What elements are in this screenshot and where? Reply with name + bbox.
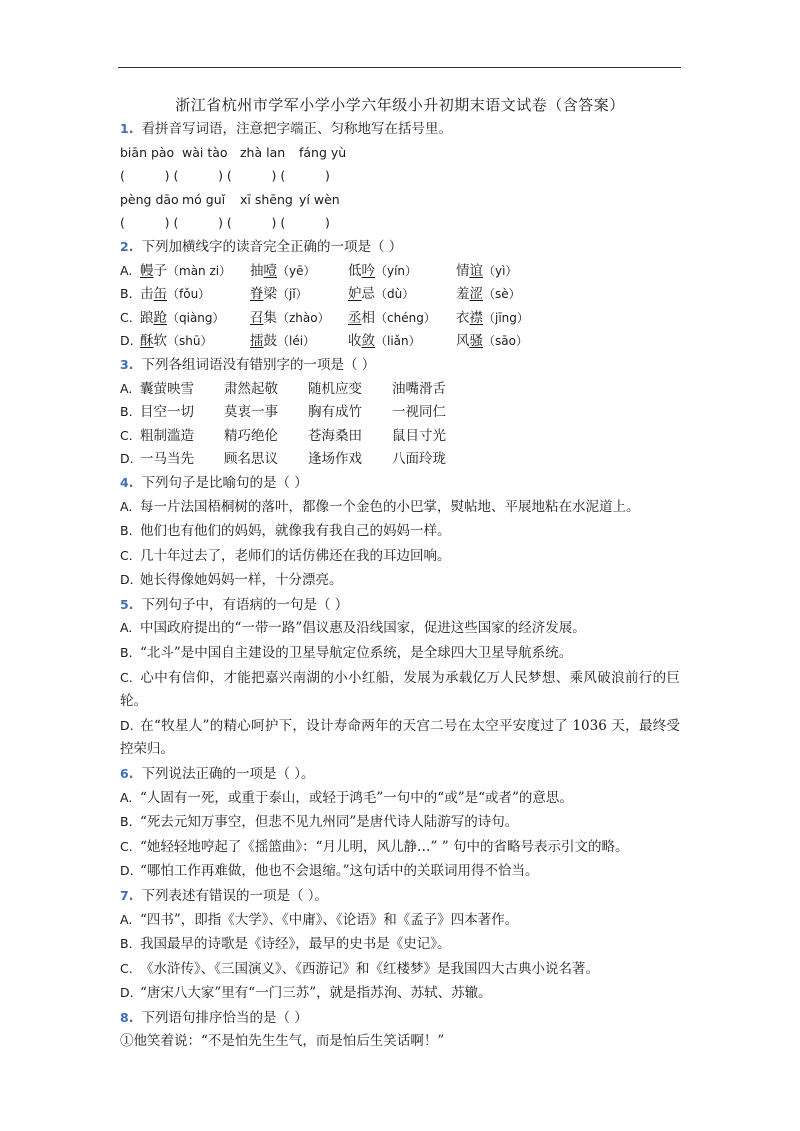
q2-options: [120, 259, 680, 353]
underlined-char: 脊: [250, 286, 264, 303]
underlined-char: 幔: [140, 262, 154, 279]
q8-sentence-1: ①他笑着说：“不是怕先生生气，而是怕后生笑话啊！”: [120, 1032, 445, 1049]
word-item: [250, 283, 348, 307]
pinyin-reading: （léi）: [277, 334, 316, 349]
word-char: 集: [263, 309, 277, 326]
question-2: [120, 235, 680, 259]
pinyin-reading: （yín）: [375, 263, 418, 278]
underlined-char: 噎: [263, 262, 277, 279]
option-text: 我国最早的诗歌是《诗经》，最早的史书是《史记》。: [140, 936, 451, 953]
question-text: 下列句子中，有语病的一句是（ ）: [141, 596, 349, 613]
word-char: 情: [456, 262, 470, 279]
option-c[interactable]: [120, 306, 680, 330]
option-text: “四书”，即指《大学》、《中庸》、《论语》和《孟子》四本著作。: [140, 911, 519, 928]
word-item: [140, 307, 250, 331]
option-c[interactable]: [120, 544, 680, 569]
option-label: D.: [120, 985, 134, 1001]
idiom-word: 苍海桑田: [308, 427, 362, 444]
option-text: 中国政府提出的“一带一路”倡议惠及沿线国家，促进这些国家的经济发展。: [140, 620, 586, 637]
pinyin-row-1: [120, 141, 680, 165]
word-item: [348, 283, 456, 307]
question-8: [120, 1006, 680, 1030]
option-d[interactable]: [120, 329, 680, 353]
option-label: B.: [120, 286, 133, 302]
option-b[interactable]: [120, 519, 680, 544]
word-char: 羞: [456, 286, 470, 303]
pinyin-reading: （màn zi）: [167, 263, 232, 278]
option-label: C.: [120, 669, 133, 685]
option-label: B.: [120, 645, 133, 661]
underlined-char: 丞: [348, 309, 362, 326]
word-item: [140, 283, 250, 307]
idiom-word: 鼠目寸光: [392, 427, 446, 444]
underlined-char: 骚: [469, 333, 483, 350]
underlined-char: 跄: [153, 309, 167, 326]
question-number: 5.: [120, 596, 134, 612]
option-b[interactable]: [120, 810, 680, 835]
question-4: [120, 471, 680, 495]
question-number: 6.: [120, 766, 134, 782]
pinyin-row-2: [120, 188, 680, 212]
option-label: A.: [120, 262, 133, 278]
idiom-word: 逢场作戏: [308, 451, 362, 468]
question-number: 3.: [120, 356, 134, 372]
question-3: [120, 353, 680, 377]
idiom-word: 囊萤映雪: [140, 380, 194, 397]
word-item: [140, 260, 250, 284]
option-label: C.: [120, 309, 133, 325]
option-text: 心中有信仰，才能把嘉兴南湖的小小红船，发展为承载亿万人民梦想、乘风破浪前行的巨轮。: [120, 669, 680, 710]
option-text: 每一片法国梧桐树的落叶，都像一个金色的小巴掌，熨帖地、平展地粘在水泥道上。: [140, 498, 640, 515]
idiom-word: 一视同仁: [392, 404, 446, 421]
question-number: 2.: [120, 238, 134, 254]
word-item: [250, 330, 348, 354]
pinyin-item: pèng dāo: [120, 191, 179, 207]
pinyin-reading: （chéng）: [375, 310, 436, 325]
word-char: 收: [348, 333, 362, 350]
pinyin-item: fáng yù: [299, 144, 347, 160]
option-d[interactable]: [120, 568, 680, 593]
word-item: [456, 307, 529, 331]
option-label: D.: [120, 451, 134, 467]
option-label: D.: [120, 333, 134, 349]
option-b[interactable]: [120, 641, 680, 666]
pinyin-reading: （sè）: [483, 287, 521, 302]
option-d[interactable]: [120, 714, 680, 762]
question-number: 7.: [120, 888, 134, 903]
option-label: D.: [120, 572, 134, 588]
pinyin-item: biān pào: [120, 144, 175, 160]
word-char: 踉: [140, 309, 154, 326]
option-label: C.: [120, 960, 133, 976]
pinyin-item: wài tào: [182, 144, 228, 160]
word-char: 鼓: [263, 333, 277, 350]
option-label: A.: [120, 380, 133, 396]
idiom-word: 莫衷一事: [224, 404, 278, 421]
option-text: 在“牧星人”的精心呵护下，设计寿命两年的天宫二号在太空平安度过了 1036 天，最终受控荣归。: [120, 717, 680, 758]
question-5: [120, 593, 680, 617]
underlined-char: 擂: [250, 333, 264, 350]
word-char: 击: [140, 286, 154, 303]
option-label: D.: [120, 717, 134, 733]
pinyin-reading: （jīng）: [483, 310, 529, 325]
q3-options: [120, 377, 680, 471]
option-c[interactable]: [120, 835, 680, 860]
option-text: 他们也有他们的妈妈，就像我有我自己的妈妈一样。: [140, 523, 451, 540]
option-a[interactable]: [120, 908, 680, 933]
underlined-char: 谊: [469, 262, 483, 279]
option-text: 几十年过去了，老师们的话仿佛还在我的耳边回响。: [140, 547, 451, 564]
word-char: 相: [361, 309, 375, 326]
question-number: 1.: [120, 121, 134, 136]
idiom-word: 肃然起敬: [224, 380, 278, 397]
option-b[interactable]: [120, 400, 680, 424]
underlined-char: 召: [250, 309, 264, 326]
option-d[interactable]: [120, 447, 680, 471]
option-label: A.: [120, 620, 133, 636]
option-d[interactable]: [120, 981, 680, 1006]
underlined-char: 敛: [361, 333, 375, 350]
option-d[interactable]: [120, 859, 680, 884]
option-b[interactable]: [120, 932, 680, 957]
word-item: [140, 330, 250, 354]
exam-content: [120, 117, 680, 1053]
word-item: [456, 260, 517, 284]
option-text: “哪怕工作再难做，他也不会退缩。”这句话中的关联词用得不恰当。: [140, 863, 539, 880]
q4-options: [120, 495, 680, 593]
word-char: 低: [348, 262, 362, 279]
option-a[interactable]: [120, 786, 680, 811]
pinyin-item: zhà lan: [240, 144, 286, 160]
pinyin-reading: （qiàng）: [167, 310, 225, 325]
idiom-word: 精巧绝伦: [224, 427, 278, 444]
pinyin-reading: （sāo）: [483, 334, 528, 349]
word-char: 梁: [263, 286, 277, 303]
option-text: “她轻轻地哼起了《摇篮曲》：“月儿明，风儿静…” ” 句中的省略号表示引文的略。: [140, 838, 629, 855]
question-text: 下列表述有错误的一项是（ ）。: [141, 888, 328, 904]
underlined-char: 吟: [361, 262, 375, 279]
option-text: “唐宋八大家”里有“一门三苏”，就是指苏洵、苏轼、苏辙。: [140, 985, 492, 1002]
question-7: [120, 884, 680, 908]
option-label: D.: [120, 863, 134, 879]
question-text: 下列句子是比喻句的是（ ）: [141, 474, 308, 491]
word-item: [456, 283, 521, 307]
answer-blanks-1[interactable]: ( ) ( ) ( ) ( ): [120, 168, 330, 184]
underlined-char: 缶: [153, 286, 167, 303]
option-label: A.: [120, 498, 133, 514]
option-text: 她长得像她妈妈一样，十分漂亮。: [140, 572, 343, 589]
option-text: 《水浒传》、《三国演义》、《西游记》和《红楼梦》是我国四大古典小说名著。: [140, 960, 599, 977]
question-number: 8.: [120, 1009, 134, 1025]
question-text: 下列说法正确的一项是（ ）。: [141, 766, 315, 783]
pinyin-item: xī shēng: [240, 191, 293, 207]
pinyin-reading: （zhào）: [277, 310, 330, 325]
idiom-word: 顾名思议: [224, 451, 278, 468]
pinyin-reading: （shū）: [167, 334, 213, 349]
word-item: [250, 307, 348, 331]
option-label: C.: [120, 838, 133, 854]
option-text: “死去元知万事空，但悲不见九州同”是唐代诗人陆游写的诗句。: [140, 814, 519, 831]
page-title: 浙江省杭州市学军小学小学六年级小升初期末语文试卷（含答案）: [175, 96, 625, 114]
idiom-word: 胸有成竹: [308, 404, 362, 421]
option-a[interactable]: [120, 259, 680, 283]
word-char: 衣: [456, 309, 470, 326]
option-a[interactable]: [120, 616, 680, 641]
word-item: [348, 330, 456, 354]
option-text: “北斗”是中国自主建设的卫星导航定位系统，是全球四大卫星导航系统。: [140, 645, 573, 662]
option-label: A.: [120, 789, 133, 805]
idiom-word: 粗制滥造: [140, 427, 194, 444]
option-c[interactable]: [120, 424, 680, 448]
idiom-word: 目空一切: [140, 404, 194, 421]
underlined-char: 涩: [469, 286, 483, 303]
pinyin-reading: （liǎn）: [375, 334, 421, 349]
pinyin-reading: （yì）: [483, 263, 518, 278]
underlined-char: 妒: [348, 286, 362, 303]
question-number: 4.: [120, 474, 134, 490]
q5-options: [120, 616, 680, 762]
option-label: B.: [120, 814, 133, 830]
word-item: [348, 307, 456, 331]
word-item: [348, 260, 456, 284]
word-char: 软: [153, 333, 167, 350]
question-text: 看拼音写词语，注意把字端正、匀称地写在括号里。: [141, 121, 452, 137]
pinyin-reading: （dù）: [375, 287, 415, 302]
option-text: “人固有一死，或重于泰山，或轻于鸿毛”一句中的“或”是“或者”的意思。: [140, 789, 573, 806]
question-text: 下列语句排序恰当的是（ ）: [141, 1009, 308, 1026]
option-label: B.: [120, 404, 133, 420]
word-item: [250, 260, 348, 284]
word-item: [456, 330, 528, 354]
idiom-word: 八面玲珑: [392, 451, 446, 468]
pinyin-reading: （jǐ）: [277, 287, 308, 302]
q7-options: [120, 908, 680, 1006]
answer-blanks-2[interactable]: ( ) ( ) ( ) ( ): [120, 215, 330, 231]
underlined-char: 酥: [140, 333, 154, 350]
option-c[interactable]: [120, 666, 680, 714]
option-label: C.: [120, 427, 133, 443]
question-6: [120, 762, 680, 786]
option-label: C.: [120, 547, 133, 563]
option-label: A.: [120, 911, 133, 927]
word-char: 抽: [250, 262, 264, 279]
pinyin-item: mó guǐ: [182, 191, 226, 207]
question-text: 下列加横线字的读音完全正确的一项是（ ）: [141, 238, 403, 255]
q6-options: [120, 786, 680, 884]
pinyin-reading: （yē）: [277, 263, 316, 278]
idiom-word: 随机应变: [308, 380, 362, 397]
question-text: 下列各组词语没有错别字的一项是（ ）: [141, 356, 376, 373]
word-char: 子: [153, 262, 167, 279]
pinyin-item: yí wèn: [299, 191, 340, 207]
option-label: B.: [120, 523, 133, 539]
pinyin-reading: （fǒu）: [167, 287, 211, 302]
question-1: [120, 117, 680, 141]
idiom-word: 一马当先: [140, 451, 194, 468]
underlined-char: 襟: [469, 309, 483, 326]
option-a[interactable]: [120, 377, 680, 401]
option-a[interactable]: [120, 495, 680, 520]
option-b[interactable]: [120, 282, 680, 306]
word-char: 风: [456, 333, 470, 350]
header-rule: [118, 67, 681, 68]
idiom-word: 油嘴滑舌: [392, 380, 446, 397]
option-label: B.: [120, 936, 133, 952]
option-c[interactable]: [120, 957, 680, 982]
word-char: 忌: [361, 286, 375, 303]
